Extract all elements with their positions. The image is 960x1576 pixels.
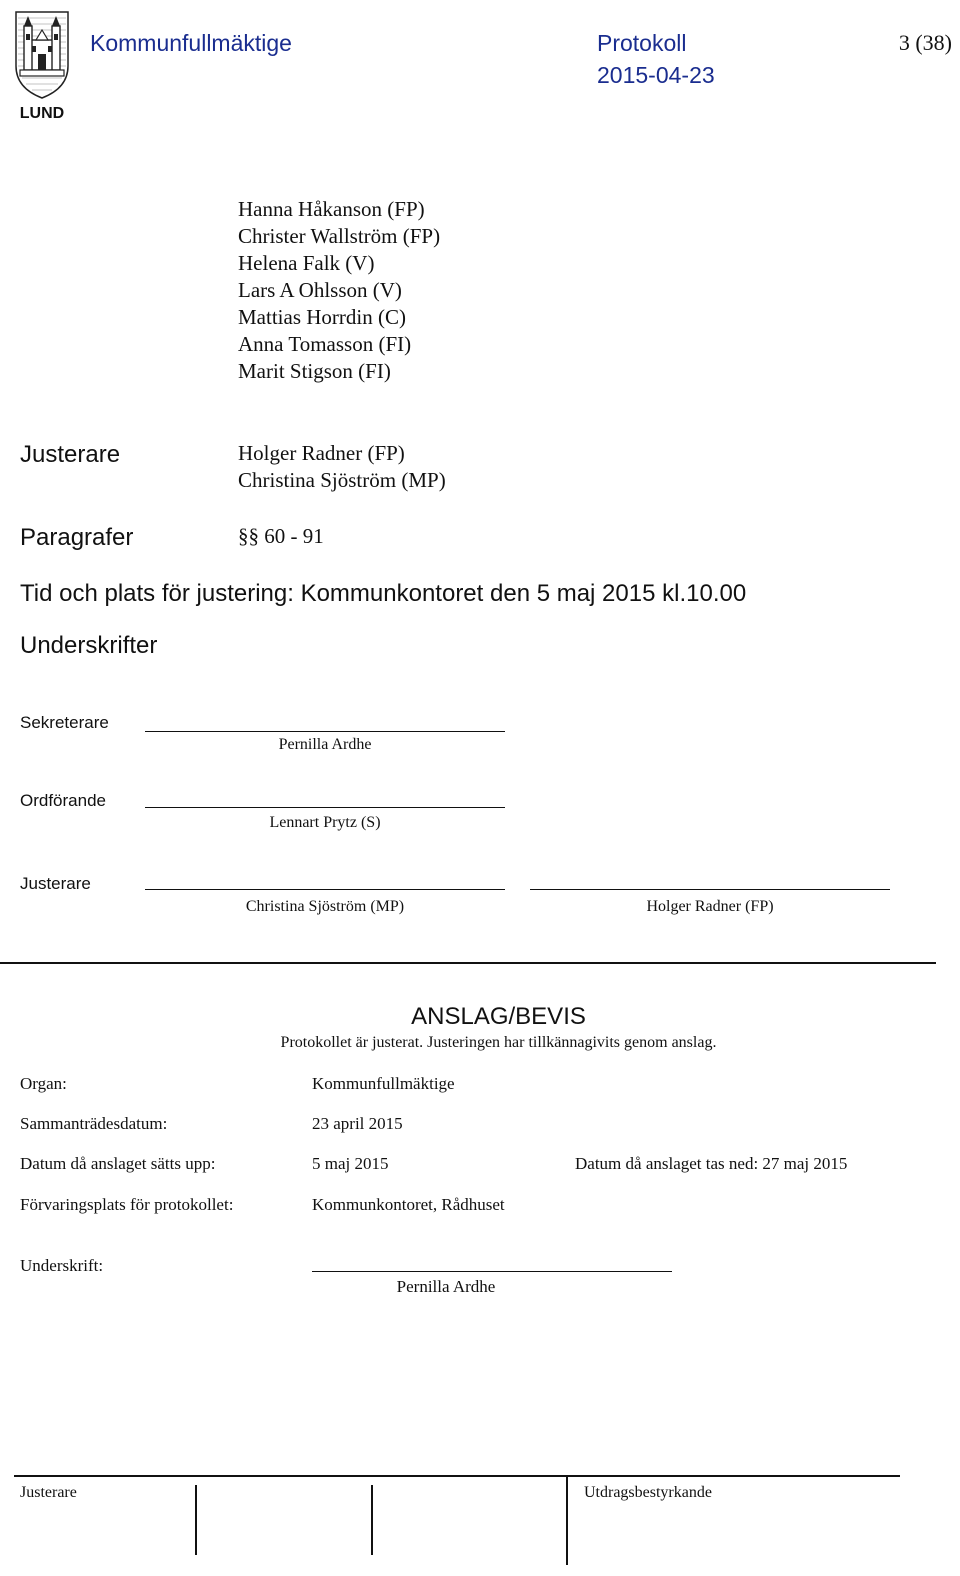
attendee-name: Anna Tomasson (FI) xyxy=(238,332,412,356)
footer-box-divider-1 xyxy=(195,1485,197,1555)
anslag-signer-name: Pernilla Ardhe xyxy=(396,1277,496,1296)
lund-city-logo xyxy=(10,4,74,122)
attendee-name: Lars A Ohlsson (V) xyxy=(238,278,402,302)
attendee-name: Mattias Horrdin (C) xyxy=(238,305,406,329)
forvaringsplats-value: Kommunkontoret, Rådhuset xyxy=(312,1195,505,1214)
justerare-signature-name-1: Christina Sjöström (MP) xyxy=(245,898,405,915)
anslag-upp-value: 5 maj 2015 xyxy=(312,1154,389,1173)
header-date: 2015-04-23 xyxy=(597,62,715,88)
ordforande-signature-line xyxy=(145,807,505,808)
justerare-signature-line-1 xyxy=(145,889,505,890)
sammantradesdatum-value: 23 april 2015 xyxy=(312,1114,403,1133)
anslag-signature-line xyxy=(312,1271,672,1272)
justerare-signature-line-2 xyxy=(530,889,890,890)
ordforande-label: Ordförande xyxy=(20,791,106,810)
sammantradesdatum-label: Sammanträdesdatum: xyxy=(20,1114,168,1133)
header-doc-type: Protokoll xyxy=(597,30,687,56)
page-number: 3 (38) xyxy=(898,30,952,55)
footer-box-divider-2 xyxy=(371,1485,373,1555)
justerare-name-2: Christina Sjöström (MP) xyxy=(238,468,446,492)
paragrafer-value: §§ 60 - 91 xyxy=(238,524,324,548)
lund-coat-of-arms-icon xyxy=(10,4,74,122)
organ-label: Organ: xyxy=(20,1074,67,1093)
ordforande-name: Lennart Prytz (S) xyxy=(269,814,381,831)
sekreterare-label: Sekreterare xyxy=(20,713,109,732)
attendee-name: Christer Wallström (FP) xyxy=(238,224,441,248)
logo-text: LUND xyxy=(19,105,65,122)
sekreterare-signature-line xyxy=(145,731,505,732)
justerare-signature-name-2: Holger Radner (FP) xyxy=(646,898,774,915)
forvaringsplats-label: Förvaringsplats för protokollet: xyxy=(20,1195,234,1214)
paragrafer-label: Paragrafer xyxy=(20,524,134,551)
section-divider xyxy=(0,962,936,964)
footer-box-divider-3 xyxy=(566,1475,568,1565)
footer-utdrag-label: Utdragsbestyrkande xyxy=(584,1484,712,1501)
anslag-upp-label: Datum då anslaget sätts upp: xyxy=(20,1154,216,1173)
sekreterare-name: Pernilla Ardhe xyxy=(278,736,372,753)
underskrift-label: Underskrift: xyxy=(20,1256,104,1275)
attendee-name: Marit Stigson (FI) xyxy=(238,359,391,383)
attendee-name: Helena Falk (V) xyxy=(238,251,375,275)
footer-justerare-label: Justerare xyxy=(20,1484,77,1501)
anslag-subtitle: Protokollet är justerat. Justeringen har tillkännagivits genom anslag. xyxy=(280,1034,717,1051)
organ-value: Kommunfullmäktige xyxy=(312,1074,455,1093)
justerare-name-1: Holger Radner (FP) xyxy=(238,441,405,465)
attendee-list xyxy=(238,196,440,385)
underskrifter-heading: Underskrifter xyxy=(20,632,158,659)
anslag-heading: ANSLAG/BEVIS xyxy=(411,1003,586,1030)
footer-top-rule xyxy=(14,1475,900,1477)
header-title: Kommunfullmäktige xyxy=(90,30,292,56)
underskrift-justerare-label: Justerare xyxy=(20,874,91,893)
justerare-label: Justerare xyxy=(20,441,121,468)
attendee-name: Hanna Håkanson (FP) xyxy=(238,197,425,221)
anslag-ned-text: Datum då anslaget tas ned: 27 maj 2015 xyxy=(575,1154,848,1173)
justering-time-place: Tid och plats för justering: Kommunkontoret den 5 maj 2015 kl.10.00 xyxy=(20,580,747,607)
